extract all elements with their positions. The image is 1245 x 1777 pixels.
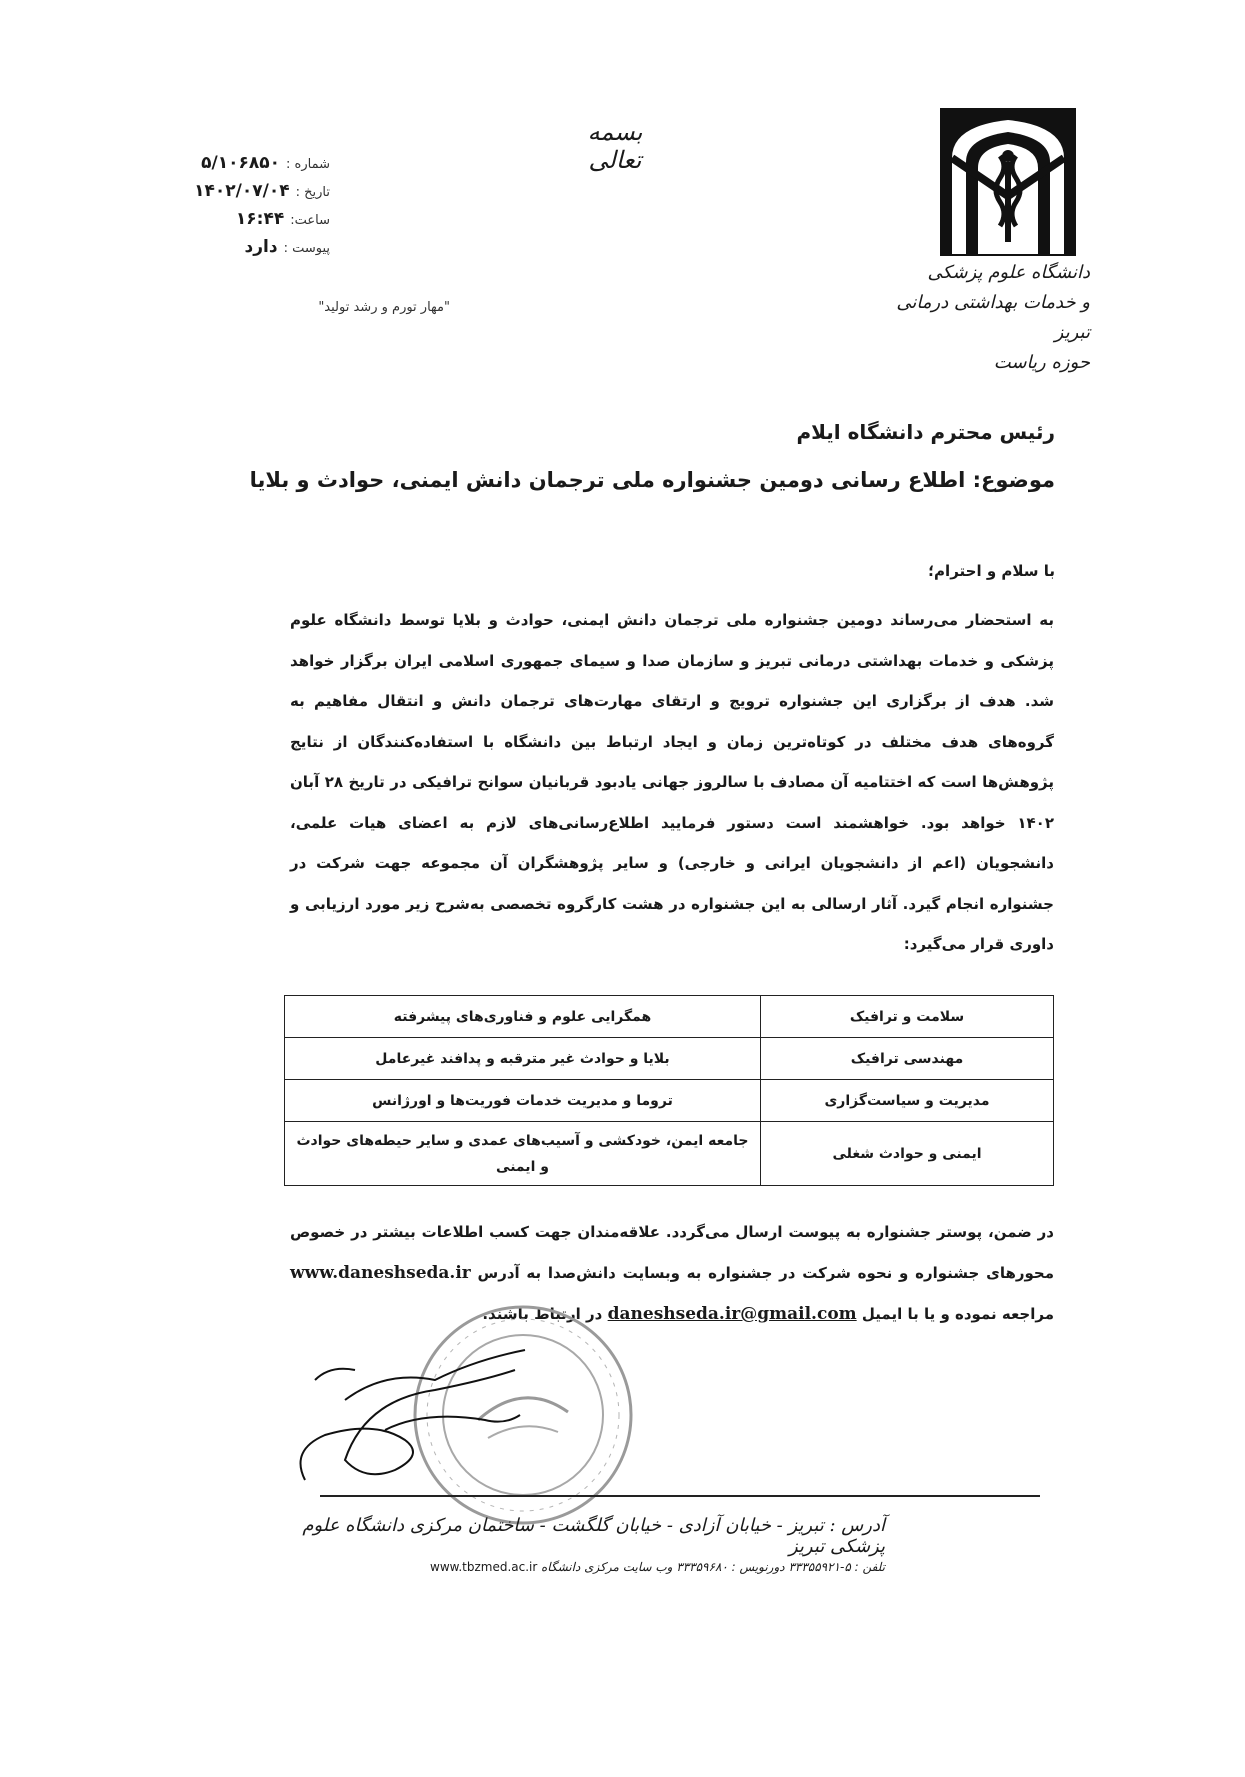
table-row xyxy=(285,1122,1054,1186)
table-cell: ایمنی و حوادث شغلی xyxy=(761,1122,1054,1186)
closing-text-3: در ارتباط باشند. xyxy=(482,1305,603,1323)
body-paragraph: به استحضار می‌رساند دومین جشنواره ملی ترجمان دانش ایمنی، حوادث و بلایا توسط دانشگاه علوم پزشکی و خدمات بهداشتی درمانی تبریز و سازمان صدا و سیمای جمهوری اسلامی ایران برگزار خواهد شد. هدف از برگزاری این جشنواره ترویج و ارتقای مهارت‌های ترجمان دانش و انتقال مفاهیم به گروه‌های هدف مختلف در کوتاه‌ترین زمان و ایجاد ارتباط بین دانشگاه با استفاده‌کنندگان از نتایج پژوهش‌ها است که اختتامیه آن مصادف با سالروز جهانی یادبود قربانیان سوانح ترافیکی در تاریخ ۲۸ آبان ۱۴۰۲ خواهد بود. خواهشمند است دستور فرمایید اطلاع‌رسانی‌های لازم به اعضای هیات علمی، دانشجویان (اعم از دانشجویان ایرانی و خارجی) و سایر پژوهشگران آن مجموعه جهت شرکت در جشنواره انجام گیرد. آثار ارسالی به این جشنواره در هشت کارگروه تخصصی به‌شرح زیر مورد ارزیابی و داوری قرار می‌گیرد: xyxy=(290,611,1055,953)
letter-attachment-row xyxy=(170,234,330,262)
footer-divider xyxy=(320,1495,1040,1497)
letter-number-label: شماره : xyxy=(286,157,330,172)
university-logo-icon xyxy=(938,106,1078,258)
letter-time-label: ساعت: xyxy=(290,213,330,228)
letter-number-row xyxy=(170,150,330,178)
table-cell: تروما و مدیریت خدمات فوریت‌ها و اورژانس xyxy=(285,1080,761,1122)
slogan: "مهار تورم و رشد تولید" xyxy=(318,300,450,315)
table-cell: بلایا و حوادث غیر مترقبه و پدافند غیرعامل xyxy=(285,1038,761,1080)
bismillah-heading: بسمه تعالی xyxy=(587,118,643,174)
table-cell: سلامت و ترافیک xyxy=(761,996,1054,1038)
table-cell: مهندسی ترافیک xyxy=(761,1038,1054,1080)
letter-date-value: ۱۴۰۲/۰۷/۰۴ xyxy=(194,181,290,201)
letter-meta xyxy=(170,150,330,262)
footer-phone: تلفن : ۵-۳۳۳۵۵۹۲۱ دورنویس : ۳۳۳۵۹۶۸۰ وب سایت مرکزی دانشگاه xyxy=(541,1560,885,1574)
closing-text-2: مراجعه نموده و یا با ایمیل xyxy=(861,1305,1054,1323)
addressee: رئیس محترم دانشگاه ایلام xyxy=(796,420,1055,444)
university-name-line1: دانشگاه علوم پزشکی xyxy=(927,262,1090,283)
letter-attachment-label: پیوست : xyxy=(283,241,330,256)
university-name-line2: و خدمات بهداشتی درمانی تبریز xyxy=(896,292,1090,343)
closing-text-1: در ضمن، پوستر جشنواره به پیوست ارسال می‌گردد. علاقه‌مندان جهت کسب اطلاعات بیشتر در خصوص محورهای جشنواره و نحوه شرکت در جشنواره به وبسایت دانش‌صدا به آدرس xyxy=(290,1223,1054,1282)
festival-website-link[interactable]: www.daneshseda.ir xyxy=(290,1263,471,1283)
table-row xyxy=(285,1080,1054,1122)
table-cell: همگرایی علوم و فناوری‌های پیشرفته xyxy=(285,996,761,1038)
letter-number-value: ۵/۱۰۶۸۵۰ xyxy=(201,153,281,173)
working-groups-table xyxy=(284,995,1054,1186)
letter-date-label: تاریخ : xyxy=(295,185,330,200)
closing-paragraph xyxy=(290,1212,1054,1335)
letter-time-value: ۱۶:۴۴ xyxy=(235,209,285,229)
table-row xyxy=(285,996,1054,1038)
letter-time-row xyxy=(170,206,330,234)
greeting: با سلام و احترام؛ xyxy=(928,562,1055,580)
signature-icon xyxy=(285,1340,545,1500)
letter-date-row xyxy=(170,178,330,206)
footer-website-link[interactable]: www.tbzmed.ac.ir xyxy=(430,1560,538,1574)
university-name-line3: حوزه ریاست xyxy=(993,352,1090,373)
letter-attachment-value: دارد xyxy=(244,237,278,257)
subject-line: موضوع: اطلاع رسانی دومین جشنواره ملی ترجمان دانش ایمنی، حوادث و بلایا xyxy=(249,468,1055,492)
table-cell xyxy=(285,1122,761,1186)
table-cell: مدیریت و سیاست‌گزاری xyxy=(761,1080,1054,1122)
table-row xyxy=(285,1038,1054,1080)
university-name xyxy=(880,258,1090,378)
festival-email-link[interactable]: daneshseda.ir@gmail.com xyxy=(607,1304,857,1324)
table-cell-text: جامعه ایمن، خودکشی و آسیب‌های عمدی و سایر حیطه‌های حوادث و ایمنی xyxy=(296,1132,749,1175)
footer-address: آدرس : تبریز - خیابان آزادی - خیابان گلگشت - ساختمان مرکزی دانشگاه علوم پزشکی تبریز xyxy=(302,1515,885,1557)
